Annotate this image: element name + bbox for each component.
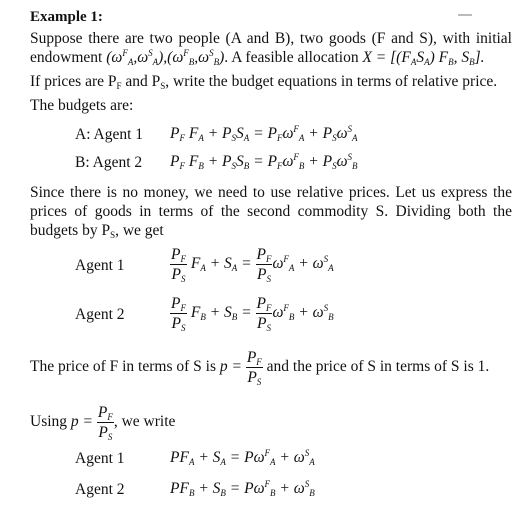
relative-line-3: budgets by $P_S$, we get bbox=[30, 222, 164, 240]
budget-equation-agent-b: $P_F$ $F_B + P_SS_B = P_F\omega^F_B + P_S\omega^S_B$ bbox=[170, 152, 358, 171]
intro-line-2 bbox=[30, 50, 485, 66]
example-heading: Example 1: bbox=[30, 9, 103, 25]
prices-and-text: and P bbox=[121, 73, 161, 90]
final-label-agent-1: Agent 1 bbox=[75, 450, 125, 467]
final-equation-agent-2: $PF_B + S_B = P\omega^F_B + \omega^S_B$ bbox=[170, 479, 315, 498]
endowment-word: endowment bbox=[30, 49, 103, 66]
scan-speck bbox=[458, 14, 472, 16]
relative-line-1: Since there is no money, we need to use relative prices. Let us express the bbox=[30, 184, 512, 201]
price-text-a: The price of F in terms of S is bbox=[30, 358, 216, 376]
budget-equation-agent-a: $P_F$ $F_A + P_SS_A = P_F\omega^F_A + P_S\omega^S_A$ bbox=[170, 124, 358, 143]
final-equation-agent-1: $PF_A + S_A = P\omega^F_A + \omega^S_A$ bbox=[170, 448, 315, 467]
divided-equation-agent-2: $\frac{P_F}{P_S}$ $F_B + S_B$ = $\frac{P_F}{P_S}$ $\omega^F_B + \omega^S_B$ bbox=[171, 295, 334, 334]
divided-equation-agent-1: $\frac{P_F}{P_S}$ $F_A + S_A$ = $\frac{P_F}{P_S}$ $\omega^F_A + \omega^S_A$ bbox=[171, 246, 334, 285]
allocation-formula: $X = [(F_AS_A)$ $F_B$, $S_B$]. bbox=[362, 49, 485, 67]
p-definition: p = $\frac{P_F}{P_S}$ bbox=[219, 349, 262, 388]
relative-line-2: prices of goods in terms of the second commodity S. Dividing both the bbox=[30, 203, 512, 220]
endowment-formula: $(\omega^F_A,\omega^S_A),(\omega^F_B,\omega^S_B)$ bbox=[106, 48, 225, 67]
feasible-allocation-text: . A feasible allocation bbox=[224, 49, 359, 66]
budget-label-agent-b: B: Agent 2 bbox=[75, 154, 143, 171]
divided-label-agent-2: Agent 2 bbox=[75, 306, 125, 323]
using-text-a: Using bbox=[30, 413, 68, 431]
intro-line-3: If prices are $P_F$ and $P_S$, write the budget equations in terms of relative price. bbox=[30, 73, 498, 91]
budget-label-agent-a: A: Agent 1 bbox=[75, 126, 144, 143]
using-line bbox=[30, 404, 175, 441]
divided-label-agent-1: Agent 1 bbox=[75, 257, 125, 274]
using-text-b: , we write bbox=[113, 413, 176, 431]
final-label-agent-2: Agent 2 bbox=[75, 481, 125, 498]
budgets-by-text: budgets by P bbox=[30, 222, 111, 239]
using-p-definition: p = $\frac{P_F}{P_S}$ bbox=[70, 404, 113, 443]
intro-line-1: Suppose there are two people (A and B), two goods (F and S), with initial bbox=[30, 30, 512, 47]
intro-line-4: The budgets are: bbox=[30, 97, 134, 114]
prices-rest-text: , write the budget equations in terms of relative price. bbox=[165, 73, 498, 90]
price-line bbox=[30, 349, 489, 386]
we-get-text: , we get bbox=[115, 222, 164, 239]
prices-text: If prices are P bbox=[30, 73, 117, 90]
price-text-b: and the price of S in terms of S is 1. bbox=[266, 358, 490, 376]
